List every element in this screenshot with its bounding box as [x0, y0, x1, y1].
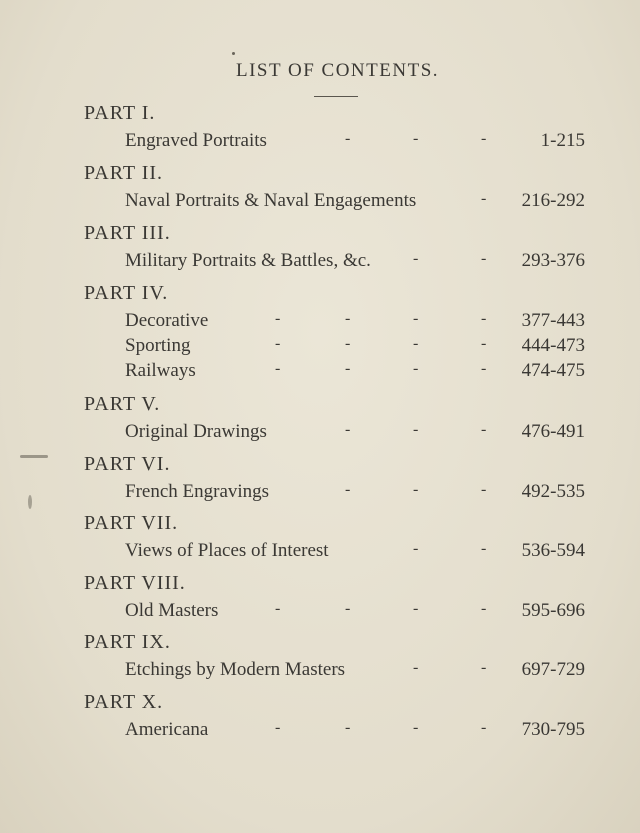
toc-entry [125, 335, 595, 359]
part-heading: PART IV. [84, 282, 169, 304]
entry-title: Etchings by Modern Masters [125, 659, 346, 680]
toc-entry [125, 421, 595, 445]
leader-dash: - [345, 481, 351, 498]
title-rule [314, 96, 358, 97]
entry-pages: 216-292 [521, 190, 585, 211]
leader-dash: - [481, 421, 487, 438]
leader-dash: - [413, 540, 419, 557]
leader-dash: - [413, 659, 419, 676]
leader-dash: - [345, 719, 351, 736]
leader-dash: - [481, 600, 487, 617]
part-heading: PART III. [84, 222, 171, 244]
leader-dash: - [481, 540, 487, 557]
leader-dash: - [345, 335, 351, 352]
toc-entry [125, 659, 595, 683]
entry-pages: 377-443 [521, 310, 585, 331]
entry-title: Railways [125, 360, 196, 381]
toc-entry [125, 540, 595, 564]
entry-pages: 1-215 [540, 130, 585, 151]
leader-dash: - [413, 719, 419, 736]
part-heading: PART V. [84, 393, 161, 415]
leader-dash: - [481, 190, 487, 207]
ink-speck [20, 455, 48, 458]
part-heading: PART IX. [84, 631, 171, 653]
entry-pages: 730-795 [521, 719, 585, 740]
entry-pages: 444-473 [521, 335, 585, 356]
leader-dash: - [275, 310, 281, 327]
leader-dash: - [275, 335, 281, 352]
leader-dash: - [413, 481, 419, 498]
toc-entry [125, 600, 595, 624]
part-heading: PART I. [84, 102, 156, 124]
leader-dash: - [275, 600, 281, 617]
toc-entry [125, 310, 595, 334]
entry-title: Original Drawings [125, 421, 267, 442]
leader-dash: - [413, 600, 419, 617]
leader-dash: - [481, 250, 487, 267]
entry-title: French Engravings [125, 481, 270, 502]
entry-pages: 536-594 [521, 540, 585, 561]
page-title: LIST OF CONTENTS. [235, 60, 440, 81]
toc-entry [125, 130, 595, 154]
entry-pages: 293-376 [521, 250, 585, 271]
entry-title: Views of Places of Interest [125, 540, 329, 561]
leader-dash: - [481, 335, 487, 352]
leader-dash: - [345, 360, 351, 377]
entry-title: Old Masters [125, 600, 219, 621]
part-heading: PART VI. [84, 453, 171, 475]
leader-dash: - [481, 719, 487, 736]
leader-dash: - [345, 310, 351, 327]
toc-entry [125, 250, 595, 274]
leader-dash: - [345, 600, 351, 617]
leader-dash: - [481, 130, 487, 147]
part-heading: PART X. [84, 691, 164, 713]
leader-dash: - [481, 310, 487, 327]
leader-dash: - [413, 250, 419, 267]
leader-dash: - [345, 130, 351, 147]
entry-title: Military Portraits & Battles, &c. [125, 250, 371, 271]
entry-pages: 474-475 [521, 360, 585, 381]
leader-dash: - [413, 130, 419, 147]
leader-dash: - [481, 360, 487, 377]
toc-entry [125, 481, 595, 505]
entry-title: Americana [125, 719, 209, 740]
entry-title: Decorative [125, 310, 209, 331]
entry-title: Naval Portraits & Naval Engagements [125, 190, 417, 211]
ink-speck [28, 495, 32, 509]
part-heading: PART II. [84, 162, 164, 184]
part-heading: PART VIII. [84, 572, 186, 594]
toc-entry [125, 719, 595, 743]
part-heading: PART VII. [84, 512, 179, 534]
entry-pages: 595-696 [521, 600, 585, 621]
leader-dash: - [413, 310, 419, 327]
leader-dash: - [275, 360, 281, 377]
toc-entry [125, 360, 595, 384]
leader-dash: - [345, 421, 351, 438]
entry-title: Sporting [125, 335, 191, 356]
toc-entry [125, 190, 595, 214]
leader-dash: - [481, 481, 487, 498]
entry-title: Engraved Portraits [125, 130, 267, 151]
leader-dash: - [481, 659, 487, 676]
leader-dash: - [413, 360, 419, 377]
leader-dash: - [413, 335, 419, 352]
entry-pages: 697-729 [521, 659, 585, 680]
entry-pages: 476-491 [521, 421, 585, 442]
entry-pages: 492-535 [521, 481, 585, 502]
leader-dash: - [275, 719, 281, 736]
leader-dash: - [413, 421, 419, 438]
ink-speck [232, 52, 235, 55]
